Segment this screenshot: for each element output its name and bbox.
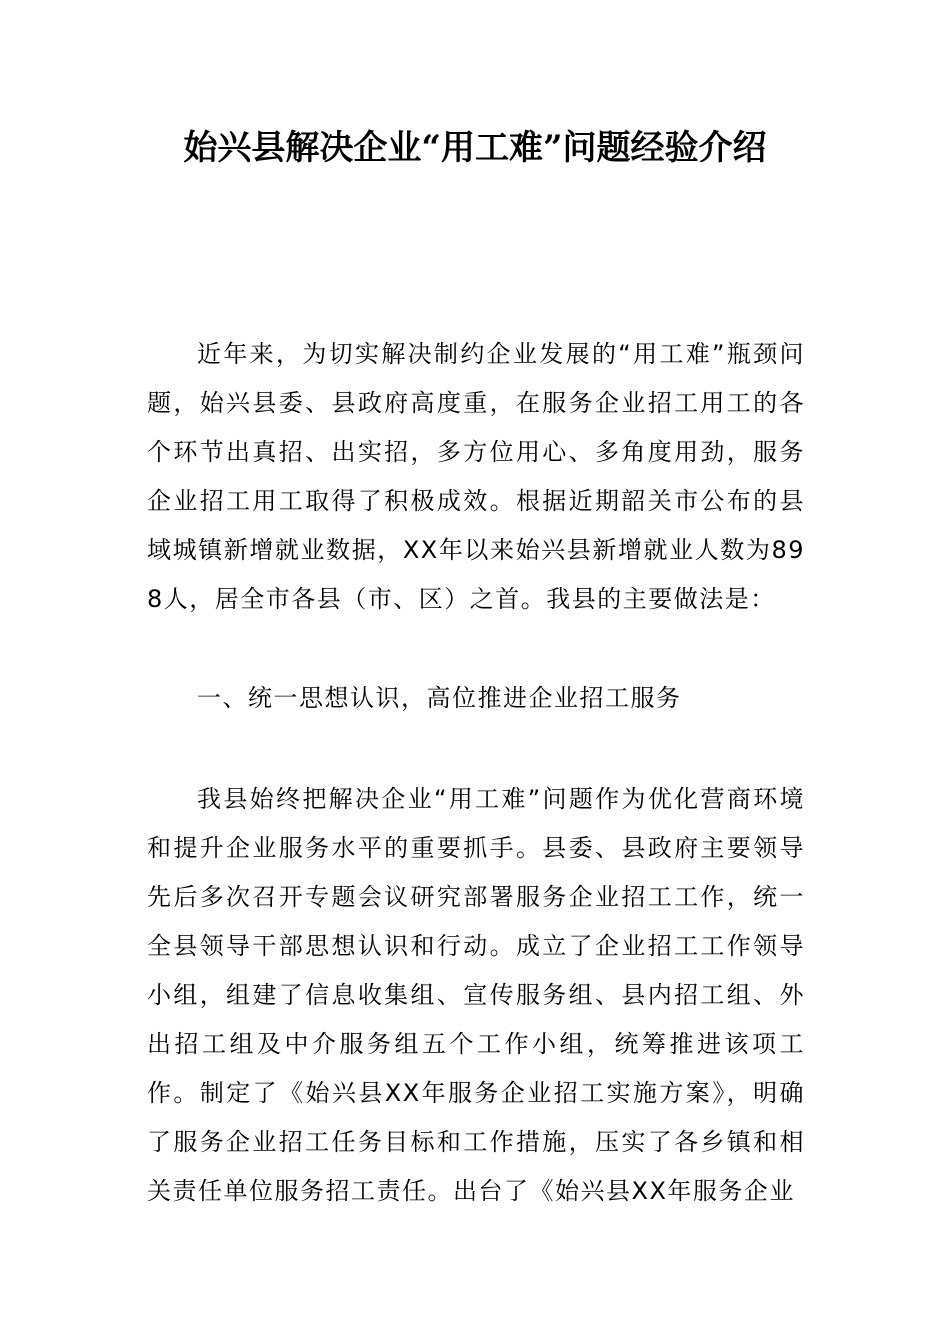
intro-paragraph: 近年来，为切实解决制约企业发展的“用工难”瓶颈问题，始兴县委、县政府高度重，在服务企业招工用工的各个环节出真招、出实招，多方位用心、多角度用劲，服务企业招工用工取得了积极成效。根据近期韶关市公布的县域城镇新增就业数据，XX年以来始兴县新增就业人数为898人，居全市各县（市、区）之首。我县的主要做法是： xyxy=(147,340,805,613)
section-heading: 一、统一思想认识，高位推进企业招工服务 xyxy=(197,684,682,712)
document-title: 始兴县解决企业“用工难”问题经验介绍 xyxy=(183,128,767,168)
section-paragraph: 我县始终把解决企业“用工难”问题作为优化营商环境和提升企业服务水平的重要抓手。县委、县政府主要领导先后多次召开专题会议研究部署服务企业招工工作，统一全县领导干部思想认识和行动。成立了企业招工工作领导小组，组建了信息收集组、宣传服务组、县内招工组、外出招工组及中介服务组五个工作小组，统筹推进该项工作。制定了《始兴县XX年服务企业招工实施方案》，明确了服务企业招工任务目标和工作措施，压实了各乡镇和相关责任单位服务招工责任。出台了《始兴县XX年服务企业 xyxy=(147,785,805,1205)
